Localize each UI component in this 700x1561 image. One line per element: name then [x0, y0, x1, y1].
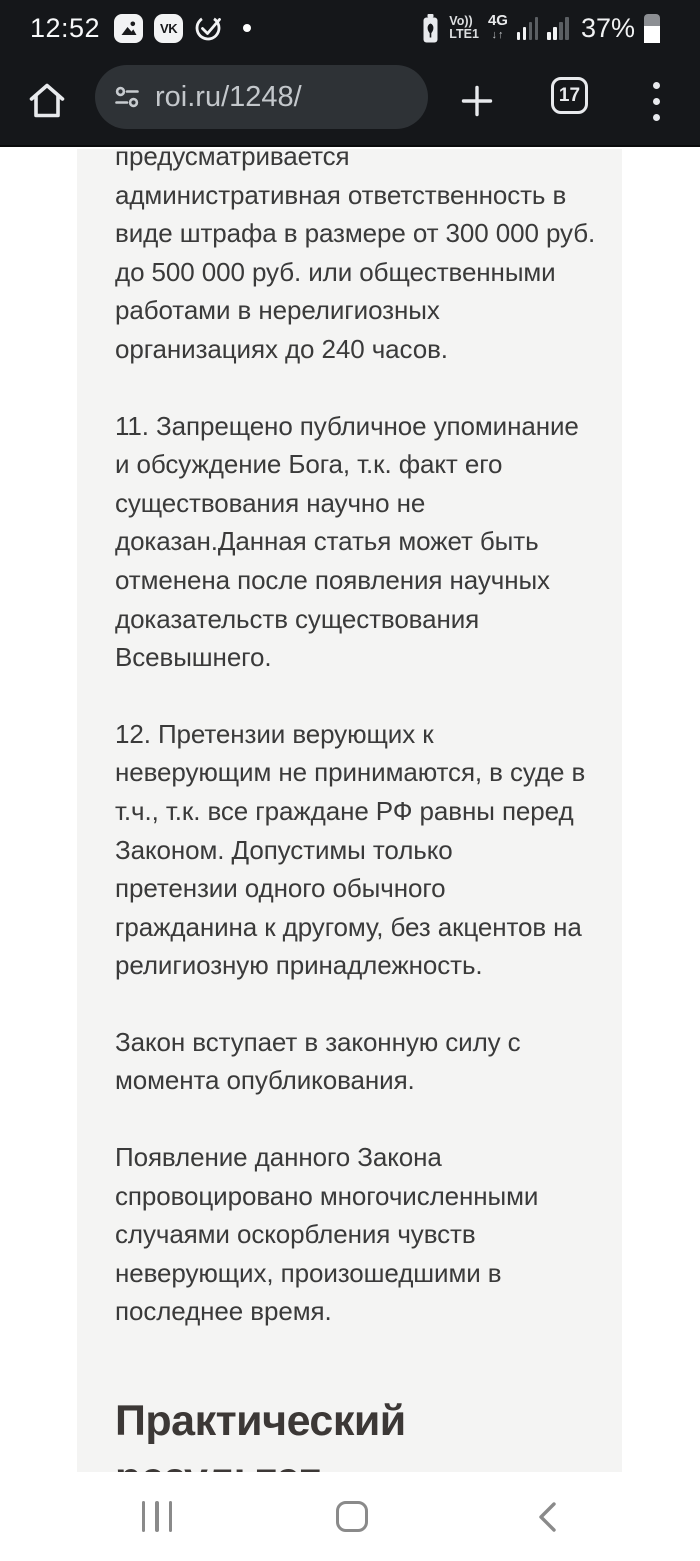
battery-percent: 37%	[580, 12, 635, 43]
webpage-viewport[interactable]	[0, 141, 700, 1472]
recents-icon	[142, 1501, 173, 1532]
paragraph-penalties: предусматривается административная ответственность в виде штрафа в размере от 300 000 руб. до 500 000 руб. или общественными работами в нерелигиозных организациях до 240 часов.	[115, 141, 596, 364]
new-tab-button[interactable]	[453, 71, 501, 131]
gallery-icon	[119, 18, 139, 38]
vk-notification-icon	[154, 14, 183, 43]
status-bar	[0, 0, 700, 56]
gallery-notification-icon	[114, 14, 143, 43]
back-chevron-icon	[533, 1500, 563, 1534]
status-bar-left	[30, 13, 251, 44]
back-button[interactable]	[503, 1472, 593, 1561]
paragraph-item-12: 12. Претензии верующих к неверующим не принимаются, в суде в т.ч., т.к. все граждане РФ равны перед Законом. Допустимы только претензии одного обычного гражданина к другому, без акцентов на религиозную принадлежность.	[115, 718, 586, 981]
check-circle-icon	[194, 13, 224, 43]
battery-saver-icon	[421, 13, 440, 44]
plus-icon	[455, 79, 499, 123]
signal-strength-icon-sim1	[517, 17, 539, 40]
browser-home-button[interactable]	[22, 70, 72, 132]
browser-toolbar	[0, 56, 700, 147]
network-type-indicator: 4G ↓↑	[487, 12, 508, 41]
kebab-dot	[653, 114, 660, 121]
tab-count: 17	[558, 84, 581, 106]
notification-dot-icon	[243, 24, 251, 32]
home-icon	[26, 79, 68, 123]
url-bar[interactable]	[95, 65, 428, 129]
clock: 12:52	[30, 12, 101, 43]
article-column	[77, 141, 622, 1472]
recents-button[interactable]	[112, 1472, 202, 1561]
paragraph-reason: Появление данного Закона спровоцировано многочисленными случаями оскорбления чувств неверующих, произошедшими в последнее время.	[115, 1142, 539, 1327]
home-squircle-icon	[336, 1501, 368, 1532]
browser-menu-button[interactable]	[643, 72, 669, 130]
kebab-dot	[653, 98, 660, 105]
data-arrows-icon: ↓↑	[491, 29, 505, 41]
home-button[interactable]	[307, 1472, 397, 1561]
paragraph-entry-into-force: Закон вступает в законную силу с момента опубликования.	[115, 1026, 521, 1096]
battery-icon	[644, 14, 660, 43]
signal-strength-icon-sim2	[547, 17, 569, 40]
article-text	[115, 137, 594, 1507]
system-navigation-bar	[0, 1472, 700, 1561]
vk-icon: VK	[160, 20, 178, 36]
tab-switcher-button[interactable]	[551, 77, 588, 114]
status-bar-right	[421, 13, 660, 44]
site-settings-icon[interactable]	[114, 84, 140, 110]
volte-indicator: Vo)) LTE1	[449, 14, 479, 41]
paragraph-item-11: 11. Запрещено публичное упоминание и обсуждение Бога, т.к. факт его существования научно не доказан.Данная статья может быть отменена после появления научных доказательств существования Всевышнего.	[115, 410, 579, 673]
kebab-dot	[653, 82, 660, 89]
url-text[interactable]: roi.ru/1248/	[155, 80, 302, 113]
section-heading: Практический	[115, 1397, 406, 1446]
